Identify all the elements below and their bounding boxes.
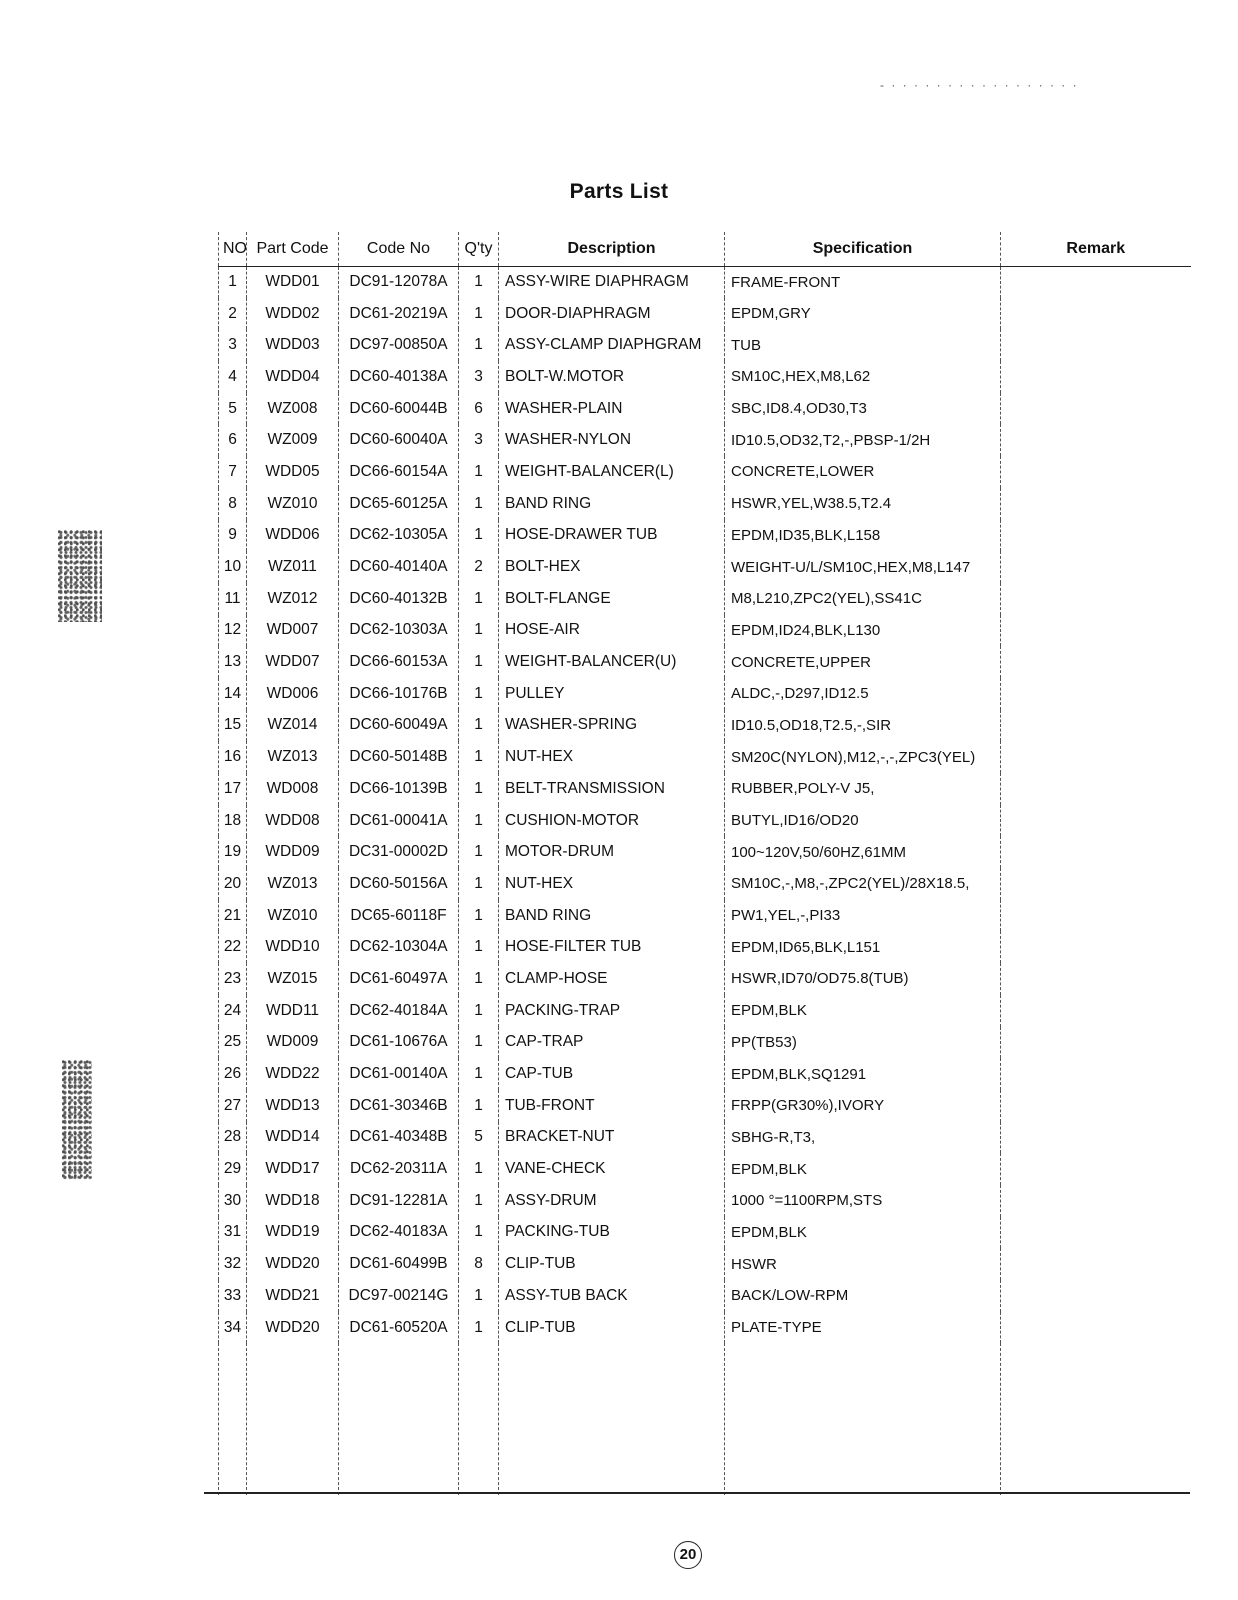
cell-code-no: DC91-12281A — [339, 1185, 459, 1217]
cell-description: BAND RING — [499, 488, 725, 520]
cell-specification: EPDM,BLK — [725, 995, 1001, 1027]
table-row — [219, 678, 1191, 710]
cell-part-code: WZ010 — [247, 900, 339, 932]
cell-specification: EPDM,ID65,BLK,L151 — [725, 931, 1001, 963]
cell-no: 8 — [219, 488, 247, 520]
cell-description: TUB-FRONT — [499, 1090, 725, 1122]
cell-code-no: DC66-60154A — [339, 456, 459, 488]
cell-no: 18 — [219, 805, 247, 837]
cell-remark — [1001, 836, 1191, 868]
cell-part-code: WDD22 — [247, 1058, 339, 1090]
cell-remark — [1001, 266, 1191, 298]
cell-qty: 1 — [459, 488, 499, 520]
cell-qty: 1 — [459, 298, 499, 330]
cell-qty: 1 — [459, 805, 499, 837]
table-row — [219, 1153, 1191, 1185]
cell-remark — [1001, 456, 1191, 488]
cell-remark — [1001, 678, 1191, 710]
cell-specification: PLATE-TYPE — [725, 1312, 1001, 1344]
cell-code-no: DC66-10176B — [339, 678, 459, 710]
cell-no: 33 — [219, 1280, 247, 1312]
cell-part-code: WDD06 — [247, 520, 339, 552]
table-row — [219, 1122, 1191, 1154]
cell-no: 12 — [219, 615, 247, 647]
cell-qty: 1 — [459, 615, 499, 647]
cell-description: WASHER-PLAIN — [499, 393, 725, 425]
cell-part-code: WDD20 — [247, 1248, 339, 1280]
cell-specification: EPDM,BLK,SQ1291 — [725, 1058, 1001, 1090]
cell-code-no: DC61-40348B — [339, 1122, 459, 1154]
cell-code-no: DC61-00140A — [339, 1058, 459, 1090]
cell-specification: CONCRETE,UPPER — [725, 646, 1001, 678]
cell-qty: 1 — [459, 710, 499, 742]
table-row — [219, 995, 1191, 1027]
cell-part-code: WZ015 — [247, 963, 339, 995]
cell-specification: HSWR,YEL,W38.5,T2.4 — [725, 488, 1001, 520]
cell-description: BAND RING — [499, 900, 725, 932]
cell-code-no: DC60-60044B — [339, 393, 459, 425]
cell-specification: HSWR — [725, 1248, 1001, 1280]
cell-part-code: WDD10 — [247, 931, 339, 963]
cell-remark — [1001, 1027, 1191, 1059]
cell-remark — [1001, 1185, 1191, 1217]
cell-remark — [1001, 488, 1191, 520]
cell-no: 20 — [219, 868, 247, 900]
cell-specification: SM20C(NYLON),M12,-,-,ZPC3(YEL) — [725, 741, 1001, 773]
cell-no: 10 — [219, 551, 247, 583]
cell-qty: 2 — [459, 551, 499, 583]
cell-code-no: DC66-60153A — [339, 646, 459, 678]
cell-code-no: DC62-20311A — [339, 1153, 459, 1185]
cell-code-no: DC61-00041A — [339, 805, 459, 837]
cell-remark — [1001, 329, 1191, 361]
cell-part-code: WZ011 — [247, 551, 339, 583]
cell-no: 4 — [219, 361, 247, 393]
cell-no: 9 — [219, 520, 247, 552]
cell-part-code: WZ014 — [247, 710, 339, 742]
cell-specification: SBHG-R,T3, — [725, 1122, 1001, 1154]
cell-qty: 8 — [459, 1248, 499, 1280]
cell-remark — [1001, 931, 1191, 963]
table-row — [219, 551, 1191, 583]
empty-cell — [725, 1343, 1001, 1495]
cell-remark — [1001, 741, 1191, 773]
cell-qty: 6 — [459, 393, 499, 425]
table-row — [219, 1090, 1191, 1122]
cell-remark — [1001, 868, 1191, 900]
cell-part-code: WDD21 — [247, 1280, 339, 1312]
cell-code-no: DC66-10139B — [339, 773, 459, 805]
cell-description: PACKING-TRAP — [499, 995, 725, 1027]
cell-code-no: DC91-12078A — [339, 266, 459, 298]
cell-no: 3 — [219, 329, 247, 361]
header-qty: Q'ty — [459, 232, 499, 266]
cell-specification: EPDM,ID24,BLK,L130 — [725, 615, 1001, 647]
table-row — [219, 615, 1191, 647]
cell-code-no: DC60-50148B — [339, 741, 459, 773]
cell-code-no: DC60-60049A — [339, 710, 459, 742]
header-no: NO — [219, 232, 247, 266]
empty-cell — [499, 1343, 725, 1495]
cell-description: WASHER-NYLON — [499, 424, 725, 456]
cell-qty: 1 — [459, 868, 499, 900]
cell-code-no: DC62-10303A — [339, 615, 459, 647]
table-row — [219, 773, 1191, 805]
cell-description: BOLT-W.MOTOR — [499, 361, 725, 393]
cell-description: HOSE-DRAWER TUB — [499, 520, 725, 552]
cell-code-no: DC61-30346B — [339, 1090, 459, 1122]
cell-code-no: DC65-60125A — [339, 488, 459, 520]
cell-remark — [1001, 1280, 1191, 1312]
cell-no: 2 — [219, 298, 247, 330]
cell-part-code: WZ009 — [247, 424, 339, 456]
cell-specification: EPDM,BLK — [725, 1153, 1001, 1185]
table-row — [219, 1280, 1191, 1312]
cell-description: ASSY-WIRE DIAPHRAGM — [499, 266, 725, 298]
cell-part-code: WDD01 — [247, 266, 339, 298]
table-row — [219, 583, 1191, 615]
cell-specification: ID10.5,OD18,T2.5,-,SIR — [725, 710, 1001, 742]
cell-description: BOLT-HEX — [499, 551, 725, 583]
cell-qty: 1 — [459, 583, 499, 615]
scan-speckle — [62, 1060, 92, 1180]
table-header-row — [219, 232, 1191, 266]
table-row — [219, 1312, 1191, 1344]
table-row — [219, 488, 1191, 520]
cell-specification: TUB — [725, 329, 1001, 361]
cell-no: 11 — [219, 583, 247, 615]
cell-qty: 1 — [459, 1217, 499, 1249]
scan-noise: - · · · · · · · · · · · · · · · · · — [880, 78, 1079, 92]
cell-qty: 1 — [459, 1312, 499, 1344]
cell-no: 24 — [219, 995, 247, 1027]
cell-code-no: DC61-60497A — [339, 963, 459, 995]
cell-remark — [1001, 361, 1191, 393]
table-row — [219, 393, 1191, 425]
cell-specification: SM10C,-,M8,-,ZPC2(YEL)/28X18.5, — [725, 868, 1001, 900]
empty-cell — [339, 1343, 459, 1495]
cell-remark — [1001, 1248, 1191, 1280]
cell-description: WEIGHT-BALANCER(L) — [499, 456, 725, 488]
cell-part-code: WD008 — [247, 773, 339, 805]
cell-qty: 1 — [459, 931, 499, 963]
cell-part-code: WZ013 — [247, 741, 339, 773]
cell-specification: EPDM,BLK — [725, 1217, 1001, 1249]
cell-remark — [1001, 583, 1191, 615]
cell-description: CAP-TRAP — [499, 1027, 725, 1059]
cell-part-code: WD007 — [247, 615, 339, 647]
table-row — [219, 741, 1191, 773]
table-row — [219, 424, 1191, 456]
cell-no: 13 — [219, 646, 247, 678]
cell-specification: ALDC,-,D297,ID12.5 — [725, 678, 1001, 710]
cell-code-no: DC62-40183A — [339, 1217, 459, 1249]
cell-qty: 1 — [459, 646, 499, 678]
cell-no: 16 — [219, 741, 247, 773]
cell-qty: 1 — [459, 329, 499, 361]
table-row — [219, 456, 1191, 488]
cell-part-code: WDD19 — [247, 1217, 339, 1249]
cell-specification: BACK/LOW-RPM — [725, 1280, 1001, 1312]
cell-remark — [1001, 1122, 1191, 1154]
cell-qty: 1 — [459, 266, 499, 298]
empty-cell — [219, 1343, 247, 1495]
cell-description: BOLT-FLANGE — [499, 583, 725, 615]
cell-qty: 1 — [459, 995, 499, 1027]
cell-description: CLAMP-HOSE — [499, 963, 725, 995]
table-row — [219, 900, 1191, 932]
cell-qty: 1 — [459, 520, 499, 552]
cell-specification: WEIGHT-U/L/SM10C,HEX,M8,L147 — [725, 551, 1001, 583]
table-row — [219, 1217, 1191, 1249]
cell-no: 19 — [219, 836, 247, 868]
cell-description: MOTOR-DRUM — [499, 836, 725, 868]
cell-qty: 1 — [459, 963, 499, 995]
cell-part-code: WDD08 — [247, 805, 339, 837]
header-code-no: Code No — [339, 232, 459, 266]
cell-qty: 1 — [459, 678, 499, 710]
cell-part-code: WZ010 — [247, 488, 339, 520]
cell-code-no: DC65-60118F — [339, 900, 459, 932]
cell-no: 26 — [219, 1058, 247, 1090]
cell-description: DOOR-DIAPHRAGM — [499, 298, 725, 330]
cell-description: PACKING-TUB — [499, 1217, 725, 1249]
table-row — [219, 329, 1191, 361]
table-row — [219, 1027, 1191, 1059]
cell-specification: 1000 °=1100RPM,STS — [725, 1185, 1001, 1217]
cell-qty: 1 — [459, 456, 499, 488]
cell-no: 25 — [219, 1027, 247, 1059]
cell-description: PULLEY — [499, 678, 725, 710]
cell-qty: 3 — [459, 424, 499, 456]
cell-remark — [1001, 298, 1191, 330]
cell-no: 21 — [219, 900, 247, 932]
cell-code-no: DC60-40138A — [339, 361, 459, 393]
cell-qty: 1 — [459, 1280, 499, 1312]
cell-code-no: DC62-40184A — [339, 995, 459, 1027]
cell-specification: HSWR,ID70/OD75.8(TUB) — [725, 963, 1001, 995]
cell-description: NUT-HEX — [499, 868, 725, 900]
table-row — [219, 836, 1191, 868]
cell-no: 1 — [219, 266, 247, 298]
table-row — [219, 298, 1191, 330]
cell-part-code: WDD07 — [247, 646, 339, 678]
table-row — [219, 805, 1191, 837]
cell-description: HOSE-AIR — [499, 615, 725, 647]
cell-specification: FRAME-FRONT — [725, 266, 1001, 298]
table-bottom-border — [204, 1492, 1190, 1494]
cell-no: 5 — [219, 393, 247, 425]
cell-no: 27 — [219, 1090, 247, 1122]
cell-part-code: WDD09 — [247, 836, 339, 868]
cell-description: ASSY-CLAMP DIAPHGRAM — [499, 329, 725, 361]
cell-code-no: DC97-00850A — [339, 329, 459, 361]
cell-specification: 100~120V,50/60HZ,61MM — [725, 836, 1001, 868]
cell-code-no: DC61-60499B — [339, 1248, 459, 1280]
cell-qty: 1 — [459, 1185, 499, 1217]
cell-code-no: DC31-00002D — [339, 836, 459, 868]
cell-specification: EPDM,ID35,BLK,L158 — [725, 520, 1001, 552]
cell-part-code: WZ012 — [247, 583, 339, 615]
cell-qty: 1 — [459, 1153, 499, 1185]
cell-specification: PW1,YEL,-,PI33 — [725, 900, 1001, 932]
cell-part-code: WDD18 — [247, 1185, 339, 1217]
cell-no: 32 — [219, 1248, 247, 1280]
table-row — [219, 963, 1191, 995]
table-row — [219, 868, 1191, 900]
table-row — [219, 361, 1191, 393]
cell-remark — [1001, 1312, 1191, 1344]
cell-remark — [1001, 1217, 1191, 1249]
cell-code-no: DC60-50156A — [339, 868, 459, 900]
cell-qty: 3 — [459, 361, 499, 393]
empty-cell — [1001, 1343, 1191, 1495]
cell-remark — [1001, 393, 1191, 425]
cell-specification: SM10C,HEX,M8,L62 — [725, 361, 1001, 393]
cell-description: WASHER-SPRING — [499, 710, 725, 742]
cell-no: 34 — [219, 1312, 247, 1344]
cell-specification: EPDM,GRY — [725, 298, 1001, 330]
cell-no: 28 — [219, 1122, 247, 1154]
cell-description: NUT-HEX — [499, 741, 725, 773]
parts-table — [218, 232, 1191, 1495]
cell-specification: FRPP(GR30%),IVORY — [725, 1090, 1001, 1122]
empty-cell — [247, 1343, 339, 1495]
page-number: 20 — [674, 1541, 702, 1569]
cell-no: 22 — [219, 931, 247, 963]
cell-no: 6 — [219, 424, 247, 456]
header-part-code: Part Code — [247, 232, 339, 266]
cell-part-code: WDD11 — [247, 995, 339, 1027]
parts-table-body — [219, 266, 1191, 1495]
cell-part-code: WD006 — [247, 678, 339, 710]
cell-description: CLIP-TUB — [499, 1248, 725, 1280]
cell-remark — [1001, 900, 1191, 932]
cell-code-no: DC61-20219A — [339, 298, 459, 330]
cell-remark — [1001, 646, 1191, 678]
cell-no: 23 — [219, 963, 247, 995]
header-specification: Specification — [725, 232, 1001, 266]
cell-remark — [1001, 615, 1191, 647]
cell-description: ASSY-DRUM — [499, 1185, 725, 1217]
cell-description: VANE-CHECK — [499, 1153, 725, 1185]
cell-part-code: WD009 — [247, 1027, 339, 1059]
cell-description: BELT-TRANSMISSION — [499, 773, 725, 805]
cell-code-no: DC61-10676A — [339, 1027, 459, 1059]
cell-code-no: DC60-60040A — [339, 424, 459, 456]
cell-qty: 5 — [459, 1122, 499, 1154]
cell-part-code: WDD05 — [247, 456, 339, 488]
cell-remark — [1001, 710, 1191, 742]
scan-speckle — [58, 530, 102, 622]
table-row — [219, 266, 1191, 298]
cell-remark — [1001, 995, 1191, 1027]
cell-qty: 1 — [459, 773, 499, 805]
cell-specification: PP(TB53) — [725, 1027, 1001, 1059]
cell-description: WEIGHT-BALANCER(U) — [499, 646, 725, 678]
cell-specification: M8,L210,ZPC2(YEL),SS41C — [725, 583, 1001, 615]
cell-no: 15 — [219, 710, 247, 742]
cell-part-code: WDD02 — [247, 298, 339, 330]
cell-specification: RUBBER,POLY-V J5, — [725, 773, 1001, 805]
cell-remark — [1001, 1090, 1191, 1122]
cell-no: 30 — [219, 1185, 247, 1217]
table-row — [219, 931, 1191, 963]
cell-specification: CONCRETE,LOWER — [725, 456, 1001, 488]
cell-specification: ID10.5,OD32,T2,-,PBSP-1/2H — [725, 424, 1001, 456]
cell-code-no: DC61-60520A — [339, 1312, 459, 1344]
table-empty-space — [219, 1343, 1191, 1495]
cell-qty: 1 — [459, 836, 499, 868]
page-title: Parts List — [569, 180, 669, 203]
cell-no: 17 — [219, 773, 247, 805]
cell-remark — [1001, 520, 1191, 552]
header-remark: Remark — [1001, 232, 1191, 266]
cell-remark — [1001, 805, 1191, 837]
cell-code-no: DC62-10305A — [339, 520, 459, 552]
cell-part-code: WDD20 — [247, 1312, 339, 1344]
cell-remark — [1001, 773, 1191, 805]
cell-qty: 1 — [459, 1058, 499, 1090]
header-description: Description — [499, 232, 725, 266]
cell-part-code: WDD13 — [247, 1090, 339, 1122]
cell-remark — [1001, 424, 1191, 456]
cell-qty: 1 — [459, 741, 499, 773]
cell-remark — [1001, 963, 1191, 995]
cell-description: HOSE-FILTER TUB — [499, 931, 725, 963]
table-row — [219, 1248, 1191, 1280]
cell-description: ASSY-TUB BACK — [499, 1280, 725, 1312]
cell-part-code: WDD03 — [247, 329, 339, 361]
cell-code-no: DC62-10304A — [339, 931, 459, 963]
cell-remark — [1001, 551, 1191, 583]
cell-description: CUSHION-MOTOR — [499, 805, 725, 837]
cell-description: CLIP-TUB — [499, 1312, 725, 1344]
cell-qty: 1 — [459, 900, 499, 932]
cell-code-no: DC60-40140A — [339, 551, 459, 583]
cell-specification: SBC,ID8.4,OD30,T3 — [725, 393, 1001, 425]
cell-no: 29 — [219, 1153, 247, 1185]
table-row — [219, 710, 1191, 742]
cell-no: 31 — [219, 1217, 247, 1249]
cell-no: 7 — [219, 456, 247, 488]
cell-remark — [1001, 1153, 1191, 1185]
cell-qty: 1 — [459, 1090, 499, 1122]
cell-part-code: WZ008 — [247, 393, 339, 425]
cell-specification: BUTYL,ID16/OD20 — [725, 805, 1001, 837]
cell-code-no: DC97-00214G — [339, 1280, 459, 1312]
cell-description: BRACKET-NUT — [499, 1122, 725, 1154]
cell-part-code: WZ013 — [247, 868, 339, 900]
cell-part-code: WDD17 — [247, 1153, 339, 1185]
table-row — [219, 520, 1191, 552]
cell-part-code: WDD04 — [247, 361, 339, 393]
cell-description: CAP-TUB — [499, 1058, 725, 1090]
cell-qty: 1 — [459, 1027, 499, 1059]
cell-code-no: DC60-40132B — [339, 583, 459, 615]
table-row — [219, 1185, 1191, 1217]
cell-part-code: WDD14 — [247, 1122, 339, 1154]
table-row — [219, 1058, 1191, 1090]
cell-no: 14 — [219, 678, 247, 710]
empty-cell — [459, 1343, 499, 1495]
cell-remark — [1001, 1058, 1191, 1090]
table-row — [219, 646, 1191, 678]
